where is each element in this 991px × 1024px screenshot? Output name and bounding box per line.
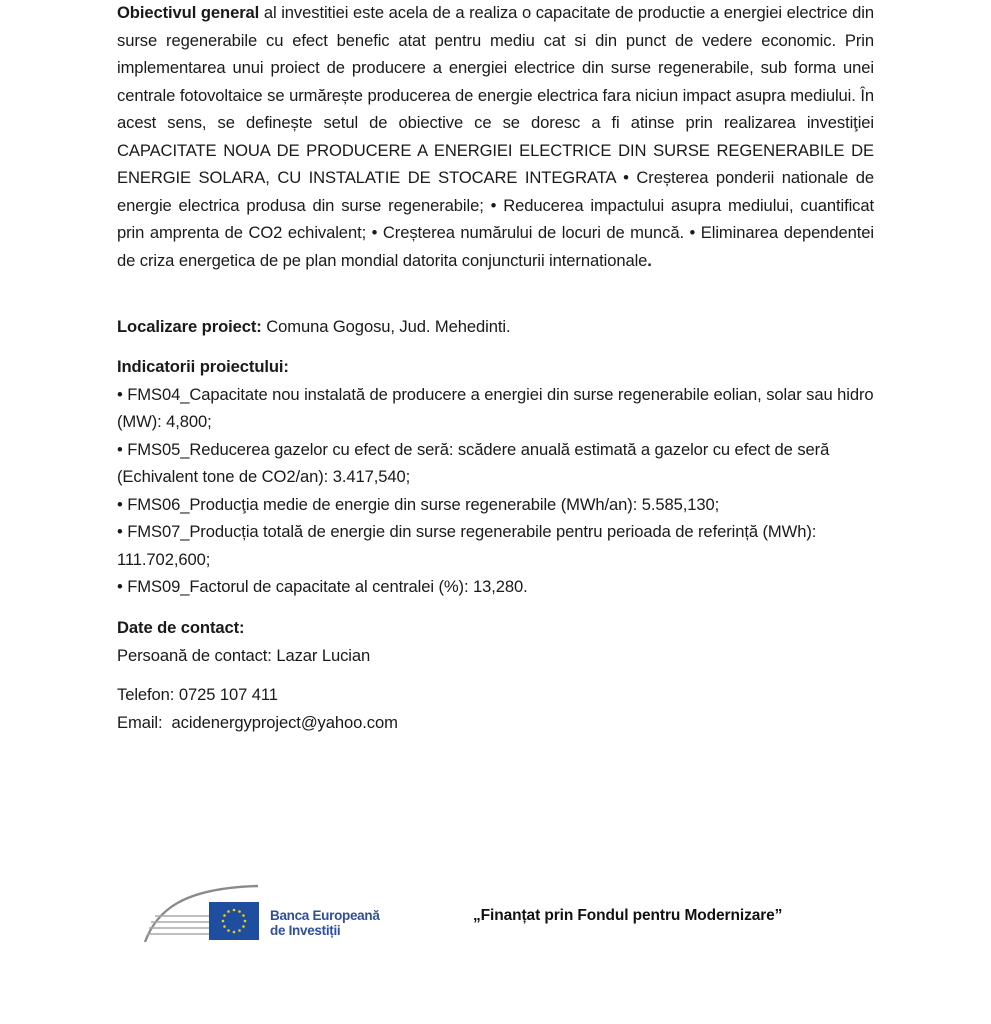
page-footer	[0, 880, 991, 950]
eib-name	[270, 908, 380, 938]
contact-email-label: Email:	[117, 712, 172, 732]
project-indicators	[117, 353, 874, 601]
general-objective-paragraph	[117, 0, 874, 274]
contact-person: Persoană de contact: Lazar Lucian	[117, 645, 371, 665]
general-objective-text: al investitiei este acela de a realiza o capacitate de productie a energiei electrice din surse regenerabile cu efect benefic atat pentru mediu cat si din punct de vedere economic. Prin implementarea unui proiect de producere a energiei electrice din surse regenerabile, sub forma unei centrale fotovoltaice se urmărește producerea de energie electrica fara niciun impact asupra mediului. În acest sens, se definește setul de obiective ce se doresc a fi atinse prin realizarea investiţiei CAPACITATE NOUA DE PRODUCERE A ENERGIEI ELECTRICE DIN SURSE REGENERABILE DE ENERGIE SOLARA, CU INSTALATIE DE STOCARE INTEGRATA • Creșterea ponderii nationale de energie electrica produsa din surse regenerabile; • Reducerea impactului asupra mediului, cuantificat prin amprenta de CO2 echivalent; • Creșterea numărului de locuri de muncă. • Eliminarea dependentei de criza energetica de pe plan mondial datorita conjuncturii internationale	[117, 3, 874, 270]
indicators-heading: Indicatorii proiectului:	[117, 357, 289, 376]
general-objective-end: .	[647, 250, 652, 270]
indicator-item: • FMS06_Producţia medie de energie din surse regenerabile (MWh/an): 5.585,130;	[117, 494, 720, 514]
eu-flag-icon	[209, 902, 259, 940]
indicator-item: • FMS07_Producția totală de energie din surse regenerabile pentru perioada de referință (MWh): 111.702,600;	[117, 522, 817, 569]
project-location-label: Localizare proiect:	[117, 317, 262, 336]
contact-email-line	[117, 709, 874, 737]
contact-details	[117, 681, 874, 736]
contact-heading: Date de contact:	[117, 618, 245, 637]
contact-email-link[interactable]: acidenergyproject@yahoo.com	[171, 712, 398, 732]
project-location	[117, 313, 874, 341]
project-location-value: Comuna Gogosu, Jud. Mehedinti.	[261, 317, 511, 336]
contact-section	[117, 614, 874, 669]
contact-phone: Telefon: 0725 107 411	[117, 685, 278, 704]
general-objective-label: Obiectivul general	[117, 3, 260, 22]
eib-logo	[143, 880, 403, 946]
indicator-item: • FMS04_Capacitate nou instalată de producere a energiei din surse regenerabile eolian, solar sau hidro (MW): 4,800;	[117, 384, 874, 431]
indicator-item: • FMS05_Reducerea gazelor cu efect de seră: scădere anuală estimată a gazelor cu efect de seră (Echivalent tone de CO2/an): 3.417,540;	[117, 439, 830, 486]
eib-name-line1: Banca Europeană	[270, 908, 380, 923]
funding-statement: „Finanțat prin Fondul pentru Modernizare”	[473, 907, 783, 924]
eib-name-line2: de Investiții	[270, 923, 341, 938]
indicator-item: • FMS09_Factorul de capacitate al centralei (%): 13,280.	[117, 577, 528, 596]
